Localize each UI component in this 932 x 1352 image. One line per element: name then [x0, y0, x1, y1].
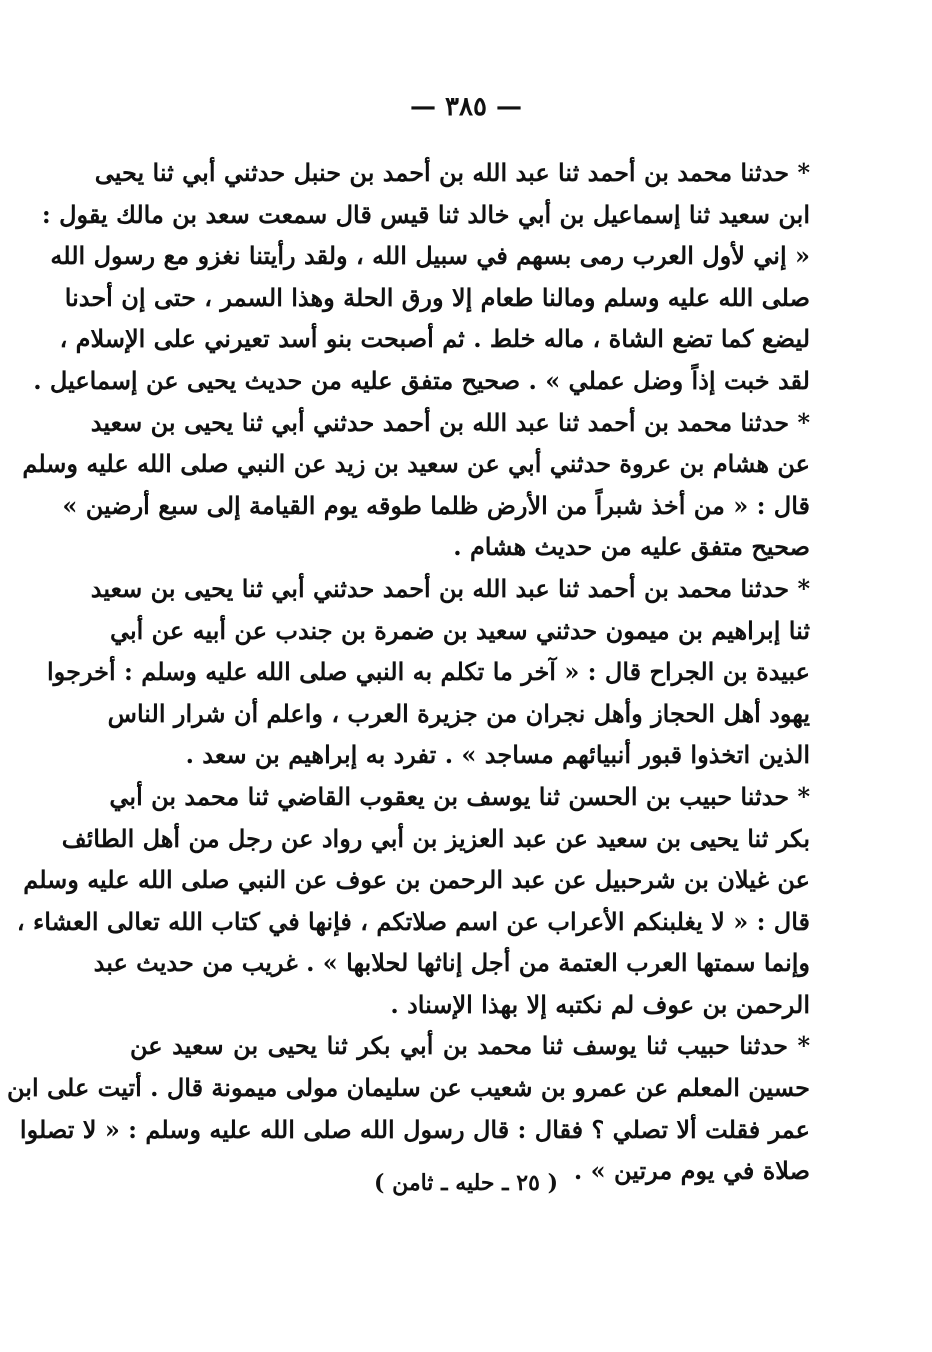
text-line: الرحمن بن عوف لم نكتبه إلا بهذا الإسناد . — [390, 989, 810, 1019]
text-line: ليضع كما تضع الشاة ، ماله خلط . ثم أصبحت بنو أسد تعيرني على الإسلام ، — [59, 324, 810, 354]
text-line: * حدثنا محمد بن أحمد ثنا عبد الله بن أحمد حدثني أبي ثنا يحيى بن سعيد — [90, 407, 810, 437]
text-line: بكر ثنا يحيى بن سعيد عن عبد العزيز بن أبي رواد عن رجل من أهل الطائف — [61, 823, 810, 853]
text-line: يهود أهل الحجاز وأهل نجران من جزيرة العرب ، واعلم أن شرار الناس — [107, 698, 810, 728]
text-line: * حدثنا محمد بن أحمد ثنا عبد الله بن أحمد حدثني أبي ثنا يحيى بن سعيد — [90, 573, 810, 603]
text-line: * حدثنا حبيب بن الحسن ثنا يوسف بن يعقوب القاضي ثنا محمد بن أبي — [109, 781, 810, 811]
text-line: قال : « من أخذ شبراً من الأرض ظلما طوقه يوم القيامة إلى سبع أرضين » — [62, 490, 810, 520]
text-line: * حدثنا حبيب ثنا يوسف ثنا محمد بن أبي بكر ثنا يحيى بن سعيد عن — [130, 1031, 810, 1061]
footer-signature: ( ٢٥ ـ حليه ـ ثامن ) — [374, 1170, 558, 1196]
text-line: لقد خبت إذاً وضل عملي » . صحيح متفق عليه من حديث يحيى عن إسماعيل . — [33, 365, 810, 395]
text-line: * حدثنا محمد بن أحمد ثنا عبد الله بن أحمد بن حنبل حدثني أبي ثنا يحيى — [94, 158, 810, 187]
text-line: صحيح متفق عليه من حديث هشام . — [453, 532, 810, 562]
text-line: وإنما سمتها العرب العتمة من أجل إناثها لحلابها » . غريب من حديث عبد — [93, 948, 810, 978]
text-line: صلى الله عليه وسلم ومالنا طعام إلا ورق الحلة وهذا السمر ، حتى إن أحدنا — [64, 282, 810, 312]
text-line: صلاة في يوم مرتين » . — [573, 1156, 810, 1186]
text-line: عن هشام بن عروة حدثني أبي عن سعيد بن زيد عن النبي صلى الله عليه وسلم — [22, 449, 810, 479]
text-line: ابن سعيد ثنا إسماعيل بن أبي خالد ثنا قيس قال سمعت سعد بن مالك يقول : — [41, 199, 810, 229]
text-line: الذين اتخذوا قبور أنبيائهم مساجد » . تفرد به إبراهيم بن سعد . — [185, 740, 810, 770]
text-line: « إني لأول العرب رمى بسهم في سبيل الله ، ولقد رأيتنا نغزو مع رسول الله — [50, 241, 810, 271]
text-line: عن غيلان بن شرحبيل عن عبد الرحمن بن عوف عن النبي صلى الله عليه وسلم — [23, 865, 810, 895]
body-text — [7, 152, 810, 1192]
text-line: قال : « لا يغلبنكم الأعراب عن اسم صلاتكم ، فإنها في كتاب الله تعالى العشاء ، — [16, 906, 810, 936]
text-line: ثنا إبراهيم بن ميمون حدثني سعيد بن ضمرة بن جندب عن أبيه عن أبي — [109, 615, 810, 645]
text-line: عمر فقلت ألا تصلي ؟ فقال : قال رسول الله صلى الله عليه وسلم : « لا تصلوا — [19, 1114, 810, 1144]
text-line: حسين المعلم عن عمرو بن شعيب عن سليمان مولى ميمونة قال . أتيت على ابن — [7, 1073, 810, 1103]
text-line: عبيدة بن الجراح قال : « آخر ما تكلم به النبي صلى الله عليه وسلم : أخرجوا — [47, 657, 810, 687]
page-number: — ٣٨٥ — — [409, 92, 523, 122]
